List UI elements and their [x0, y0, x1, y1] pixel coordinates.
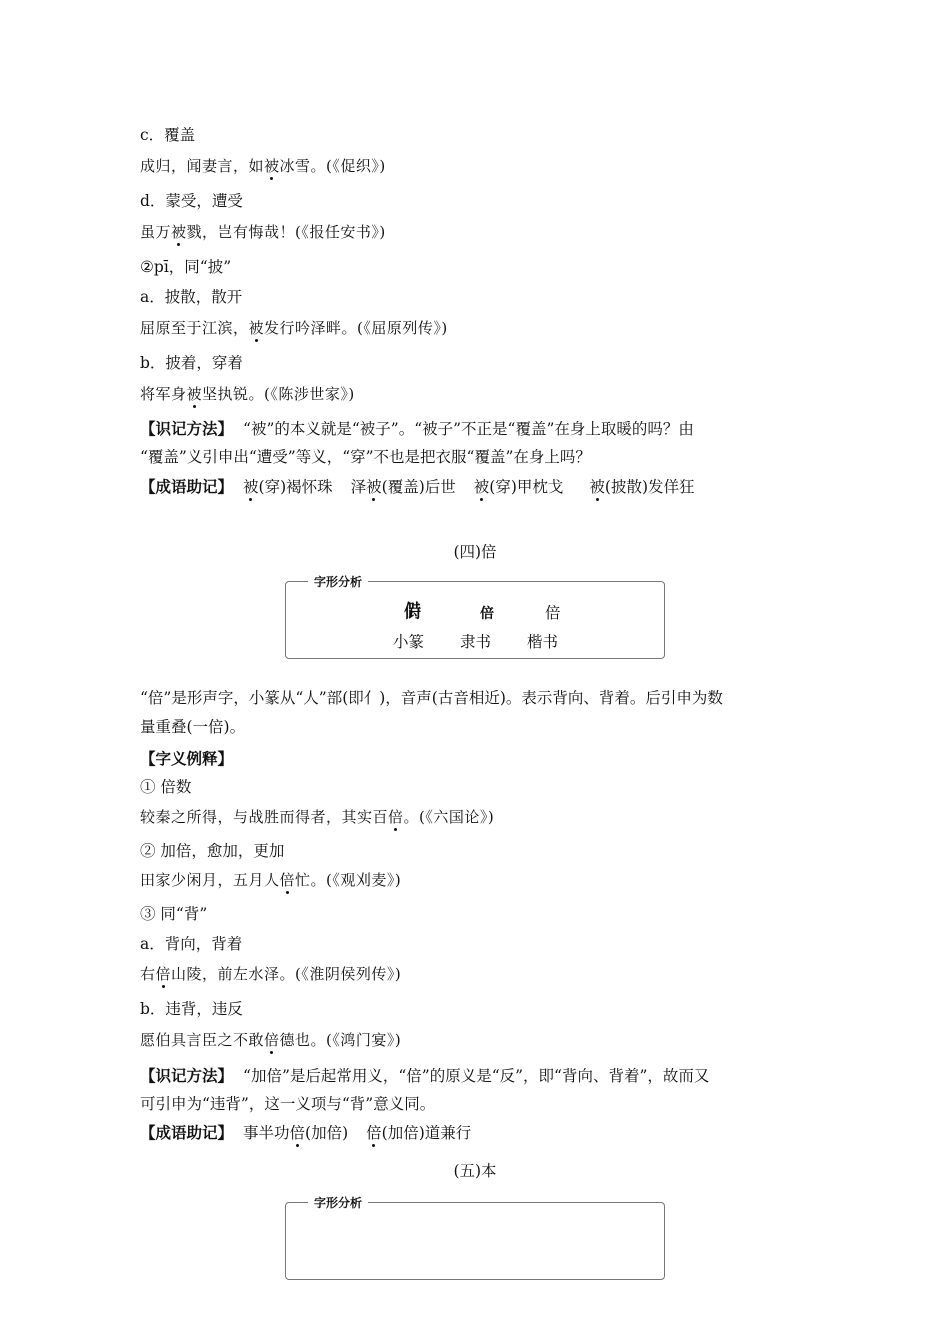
- example-c: 成归，闻妻言，如被冰雪。(《促织》): [140, 157, 386, 175]
- example-3b: 愿伯具言臣之不敢倍德也。(《鸿门宴》): [140, 1031, 402, 1049]
- section-title-4: (四)倍: [453, 543, 497, 561]
- intro-paragraph-cont: 量重叠(一倍)。: [140, 718, 246, 736]
- sense-2-heading: ② 加倍，愈加，更加: [140, 842, 285, 860]
- caption-clerical: 隶书: [460, 633, 492, 651]
- idiom-line-4: 【成语助记】 事半功倍(加倍) 倍(加倍)道兼行: [140, 1124, 472, 1142]
- sense-3b-heading: b．违背，违反: [140, 1000, 243, 1018]
- sense-3a-heading: a．背向，背着: [140, 935, 243, 953]
- intro-paragraph: “倍”是形声字，小篆从“人”部(即亻)，音声(古音相近)。表示背向、背着。后引申为数: [140, 689, 723, 707]
- idiom-line: 【成语助记】 被(穿)褐怀珠 泽被(覆盖)后世 被(穿)甲枕戈 被(披散)发佯狂: [140, 478, 695, 496]
- emphasis-char: 倍: [388, 808, 404, 826]
- glyph-analysis-box: [285, 575, 665, 659]
- emphasis-char: 被: [264, 157, 280, 175]
- idiom-label: 【成语助记】: [140, 1124, 234, 1142]
- caption-seal: 小篆: [393, 633, 425, 651]
- emphasis-char: 被: [248, 319, 265, 337]
- box-label: 字形分析: [308, 1194, 368, 1211]
- memo-paragraph: 【识记方法】 “被”的本义就是“被子”。“被子”不正是“覆盖”在身上取暖的吗？由: [140, 420, 694, 438]
- example-a: 屈原至于江滨，被发行吟泽畔。(《屈原列传》): [140, 319, 448, 337]
- sense-a-heading: a．披散，散开: [140, 288, 243, 306]
- emphasis-char: 被: [171, 223, 187, 241]
- emphasis-char: 倍: [279, 871, 296, 889]
- clerical-script-glyph: 倍: [480, 606, 494, 622]
- sense-2-heading: ②pī，同“披”: [140, 258, 232, 276]
- section-title-5: (五)本: [453, 1162, 497, 1180]
- example-2: 田家少闲月，五月人倍忙。(《观刈麦》): [140, 871, 402, 889]
- emphasis-char: 倍: [155, 965, 172, 983]
- emphasis-char: 倍: [264, 1031, 280, 1049]
- example-3a: 右倍山陵，前左水泽。(《淮阴侯列传》): [140, 965, 402, 983]
- examples-heading: 【字义例释】: [140, 750, 234, 768]
- caption-regular: 楷书: [527, 633, 559, 651]
- memo-label: 【识记方法】: [140, 420, 234, 438]
- memo-label: 【识记方法】: [140, 1067, 234, 1085]
- sense-d-heading: d．蒙受，遭受: [140, 192, 243, 210]
- emphasis-char: 被: [186, 385, 203, 403]
- sense-3-heading: ③ 同“背”: [140, 905, 208, 923]
- memo-paragraph-4: 【识记方法】 “加倍”是后起常用义，“倍”的原义是“反”，即“背向、背着”，故而又: [140, 1067, 710, 1085]
- regular-script-glyph: 倍: [545, 604, 561, 622]
- idiom-label: 【成语助记】: [140, 478, 234, 496]
- box-label: 字形分析: [308, 573, 368, 590]
- memo-paragraph-4-cont: 可引申为“违背”，这一义项与“背”意义同。: [140, 1095, 436, 1113]
- seal-script-glyph: 𠍰: [404, 601, 421, 624]
- memo-paragraph-cont: “覆盖”义引申出“遭受”等义，“穿”不也是把衣服“覆盖”在身上吗？: [140, 448, 591, 466]
- example-d: 虽万被戮，岂有悔哉！(《报任安书》): [140, 223, 386, 241]
- sense-b-heading: b．披着，穿着: [140, 354, 243, 372]
- example-1: 较秦之所得，与战胜而得者，其实百倍。(《六国论》): [140, 808, 495, 826]
- glyph-analysis-box-5: [285, 1196, 665, 1280]
- sense-c-heading: c．覆盖: [140, 126, 196, 144]
- example-b: 将军身被坚执锐。(《陈涉世家》): [140, 385, 355, 403]
- sense-1-heading: ① 倍数: [140, 778, 192, 796]
